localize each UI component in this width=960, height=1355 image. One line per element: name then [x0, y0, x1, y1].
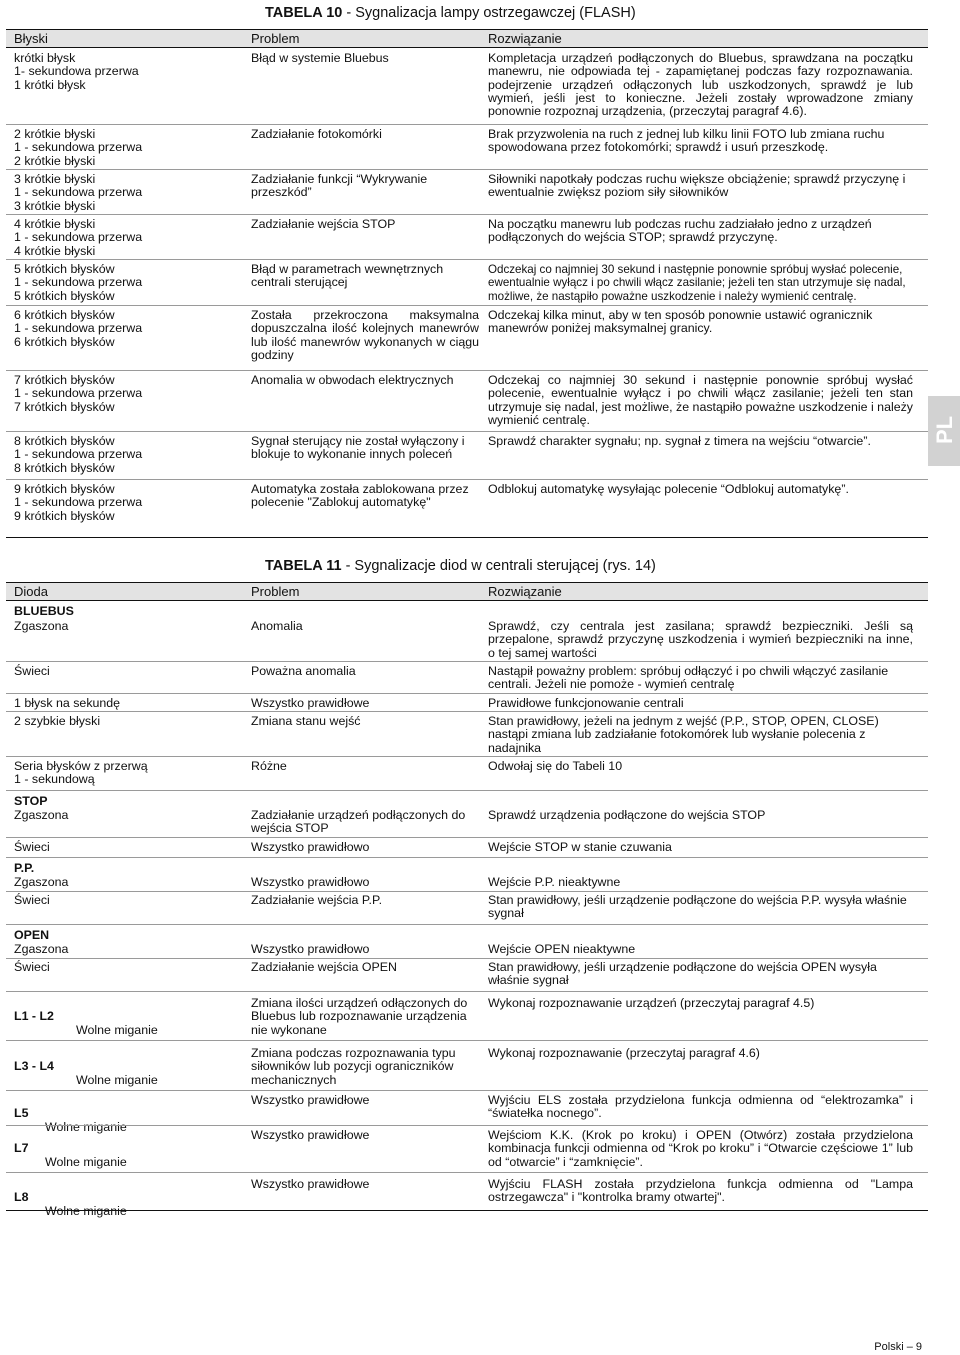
row-divider [6, 711, 928, 712]
t11-solution: Wykonaj rozpoznawanie (przeczytaj paragraf 4.6) [488, 1046, 760, 1060]
led-code: L1 - L2 [14, 1009, 54, 1024]
row-divider [6, 857, 928, 858]
t10-problem: Błąd w parametrach wewnętrznych centrali sterującej [251, 262, 444, 290]
t10-flash: 6 krótkich błysków 1 - sekundowa przerwa 6 krótkich błysków [14, 308, 143, 349]
t11-solution: Odwołaj się do Tabeli 10 [488, 759, 623, 773]
t10-solution: Sprawdź charakter sygnału; np. sygnał z timera na wejściu “otwarcie”. [488, 434, 871, 448]
t11-led [14, 1094, 244, 1134]
t11-led: Seria błysków z przerwą 1 - sekundową [14, 759, 148, 787]
t11-solution: Wykonaj rozpoznawanie urządzeń (przeczytaj paragraf 4.5) [488, 996, 815, 1010]
table11-bottom-rule [6, 1210, 928, 1211]
t11-solution: Stan prawidłowy, jeżeli na jednym z wejść (P.P., STOP, OPEN, CLOSE) nastąpi zmiana lub zadziałanie fotokomórek lub wysłanie polecenia z nadajnika [488, 714, 879, 755]
header-problem: Problem [251, 31, 300, 46]
row-divider [6, 305, 928, 306]
row-divider [6, 958, 928, 959]
t11-led: Zgaszona [14, 808, 69, 822]
t10-solution: Odblokuj automatykę wysyłając polecenie “Odblokuj automatykę”. [488, 482, 849, 496]
t10-solution: Odczekaj kilka minut, aby w ten sposób ponownie ustawić ogranicznik manewrów poniżej maksymalnej granicy. [488, 308, 873, 336]
t11-solution: Wejście OPEN nieaktywne [488, 942, 636, 956]
t11-led: Zgaszona [14, 875, 69, 889]
header-problem: Problem [251, 584, 300, 599]
t11-problem: Zadziałanie wejścia OPEN [251, 960, 397, 974]
header-solution: Rozwiązanie [488, 584, 562, 599]
row-divider [6, 479, 928, 480]
table10-header [6, 29, 928, 48]
t11-solution: Wejściom K.K. (Krok po kroku) i OPEN (Otwórz) została przydzielona kombinacja funkcji odmienna od “Krok po kroku” i “Otwarcie częściowe 1” lub od “otwarcie” i “zamknięcie”. [488, 1128, 913, 1169]
t10-problem: Została przekroczona maksymalna dopuszczalna ilość kolejnych manewrów lub ilość manewrów wykonanych w ciągu godziny [251, 308, 479, 362]
row-divider [6, 891, 928, 892]
led-state: Wolne miganie [45, 1203, 127, 1218]
t11-led [14, 997, 244, 1037]
t10-problem: Zadziałanie fotokomórki [251, 127, 382, 141]
t11-solution: Wyjściu FLASH została przydzielona funkcja odmienna od "Lampa ostrzegawcza" i "kontrolka bramy otwartej". [488, 1177, 913, 1205]
t11-led: Zgaszona [14, 619, 69, 633]
led-code: L5 [14, 1106, 29, 1121]
t11-solution: Sprawdź urządzenia podłączone do wejścia STOP [488, 808, 766, 822]
header-flash: Błyski [14, 31, 48, 46]
led-state: Wolne miganie [76, 1072, 158, 1087]
row-divider [6, 1040, 928, 1041]
row-divider [6, 169, 928, 170]
row-divider [6, 991, 928, 992]
header-led: Dioda [14, 584, 48, 599]
t10-solution: Odczekaj co najmniej 30 sekund i następnie ponownie spróbuj wysłać polecenie, ewentualnie wyłącz i po chwili włącz zasilanie; jeżeli ten stan utrzymuje się nadal, jest możliwe, że nastąpiło poważne uszkodzenie i należy wymienić centralę. [488, 373, 913, 427]
t10-flash: 8 krótkich błysków 1 - sekundowa przerwa 8 krótkich błysków [14, 434, 143, 475]
t11-problem: Zadziałanie urządzeń podłączonych do wejścia STOP [251, 808, 466, 836]
t10-problem: Sygnał sterujący nie został wyłączony i blokuje to wykonanie innych poleceń [251, 434, 465, 462]
language-tab: PL [928, 396, 960, 466]
led-group-label: P.P. [14, 861, 35, 875]
led-state: Wolne miganie [76, 1022, 158, 1037]
t11-problem: Wszystko prawidłowe [251, 1177, 370, 1191]
t11-solution: Stan prawidłowy, jeśli urządzenie podłączone do wejścia P.P. wysyła właśnie sygnał [488, 893, 907, 921]
t11-led: Świeci [14, 960, 50, 974]
led-state: Wolne miganie [45, 1154, 127, 1169]
t11-led: Zgaszona [14, 942, 69, 956]
t10-solution: Odczekaj co najmniej 30 sekund i następnie ponownie spróbuj wysłać polecenie, ewentualnie wyłącz i po chwili włącz zasilanie; jeżeli ten stan utrzymuje się nadal, możliwe, że nastąpiło poważne uszkodzenie i należy wymienić centralę. [488, 263, 906, 303]
t11-led: Świeci [14, 840, 50, 854]
row-divider [6, 1125, 928, 1126]
t11-problem: Anomalia [251, 619, 303, 633]
t11-led: 2 szybkie błyski [14, 714, 101, 728]
t10-problem: Automatyka została zablokowana przez polecenie "Zablokuj automatykę" [251, 482, 469, 510]
row-divider [6, 431, 928, 432]
t11-solution: Sprawdź, czy centrala jest zasilana; sprawdź bezpieczniki. Jeśli są przepalone, sprawdź przyczynę uszkodzenia i wymień bezpieczniki na inne, o tej samej wartości [488, 619, 913, 660]
t11-solution: Prawidłowe funkcjonowanie centrali [488, 696, 684, 710]
row-divider [6, 837, 928, 838]
t11-problem: Zmiana ilości urządzeń odłączonych do Bluebus lub rozpoznawanie urządzenia nie wykonane [251, 996, 468, 1037]
row-divider [6, 1172, 928, 1173]
t11-solution: Stan prawidłowy, jeśli urządzenie podłączone do wejścia OPEN wysyła właśnie sygnał [488, 960, 877, 988]
t10-flash: 3 krótkie błyski 1 - sekundowa przerwa 3 krótkie błyski [14, 172, 143, 213]
t11-problem: Wszystko prawidłowe [251, 1093, 370, 1107]
t11-problem: Wszystko prawidłowo [251, 875, 370, 889]
row-divider [6, 214, 928, 215]
t11-led: 1 błysk na sekundę [14, 696, 121, 710]
t11-solution: Wyjściu ELS została przydzielona funkcja odmienna od “elektrozamka” i “światełka nocnego”. [488, 1093, 913, 1121]
t10-problem: Anomalia w obwodach elektrycznych [251, 373, 454, 387]
row-divider [6, 124, 928, 125]
t11-problem: Wszystko prawidłowe [251, 1128, 370, 1142]
table10-bottom-rule [6, 537, 928, 538]
t10-flash: krótki błysk 1- sekundowa przerwa 1 krótki błysk [14, 51, 139, 92]
row-divider [6, 756, 928, 757]
led-group-label: OPEN [14, 928, 50, 942]
t10-solution: Kompletacja urządzeń podłączonych do Bluebus, sprawdzana na początku manewru, nie odpowiada tej - zapamiętanej podczas fazy rozpoznawania. podejrzenie urządzeń odłączonych lub uszkodzonych, sprawdź je lub wymień, jeśli jest to konieczne. Jeżeli zostały wprowadzone zmiany ponownie rozpoznaj urządzenia, (przeczytaj paragraf 4.6). [488, 51, 913, 119]
t11-problem: Zmiana podczas rozpoznawania typu siłowników lub pozycji ograniczników mechanicznych [251, 1046, 456, 1087]
t11-solution: Nastąpił poważny problem: spróbuj odłączyć i po chwili włączyć zasilanie centrali. Jeżeli nie pomoże - wymień centralę [488, 664, 889, 692]
row-divider [6, 693, 928, 694]
t10-flash: 7 krótkich błysków 1 - sekundowa przerwa 7 krótkich błysków [14, 373, 143, 414]
row-divider [6, 790, 928, 791]
row-divider [6, 370, 928, 371]
table11-title: TABELA 11 - Sygnalizacje diod w centrali sterującej (rys. 14) [265, 558, 656, 574]
led-group-label: BLUEBUS [14, 604, 74, 618]
table11-header [6, 582, 928, 601]
t10-flash: 9 krótkich błysków 1 - sekundowa przerwa 9 krótkich błysków [14, 482, 143, 523]
t11-problem: Różne [251, 759, 287, 773]
t10-problem: Zadziałanie funkcji “Wykrywanie przeszkód” [251, 172, 428, 200]
led-code: L7 [14, 1141, 29, 1156]
t10-flash: 4 krótkie błyski 1 - sekundowa przerwa 4 krótkie błyski [14, 217, 143, 258]
t11-solution: Wejście STOP w stanie czuwania [488, 840, 672, 854]
t10-solution: Siłowniki napotkały podczas ruchu większe obciążenie; sprawdź przyczynę i ewentualnie zwiększ poziom siły siłowników [488, 172, 906, 200]
led-code: L8 [14, 1190, 29, 1205]
led-group-label: STOP [14, 794, 48, 808]
led-code: L3 - L4 [14, 1059, 54, 1074]
header-solution: Rozwiązanie [488, 31, 562, 46]
t10-flash: 5 krótkich błysków 1 - sekundowa przerwa 5 krótkich błysków [14, 262, 143, 303]
t10-solution: Brak przyzwolenia na ruch z jednej lub kilku linii FOTO lub zmiana ruchu spowodowana przez fotokomórki; sprawdź i usuń przeszkodę. [488, 127, 885, 155]
t11-led [14, 1178, 244, 1218]
row-divider [6, 1090, 928, 1091]
t11-problem: Zmiana stanu wejść [251, 714, 361, 728]
page-footer: Polski – 9 [874, 1341, 922, 1353]
t10-problem: Zadziałanie wejścia STOP [251, 217, 396, 231]
t10-problem: Błąd w systemie Bluebus [251, 51, 389, 65]
row-divider [6, 924, 928, 925]
t11-led: Świeci [14, 893, 50, 907]
table10-title: TABELA 10 - Sygnalizacja lampy ostrzegawczej (FLASH) [265, 5, 636, 21]
row-divider [6, 259, 928, 260]
t11-problem: Poważna anomalia [251, 664, 356, 678]
row-divider [6, 661, 928, 662]
t11-led [14, 1129, 244, 1169]
t11-problem: Wszystko prawidłowo [251, 942, 370, 956]
t11-led [14, 1047, 244, 1087]
t11-led: Świeci [14, 664, 50, 678]
t10-flash: 2 krótkie błyski 1 - sekundowa przerwa 2 krótkie błyski [14, 127, 143, 168]
t11-problem: Wszystko prawidłowe [251, 696, 370, 710]
t11-problem: Wszystko prawidłowo [251, 840, 370, 854]
led-state: Wolne miganie [45, 1119, 127, 1134]
t11-solution: Wejście P.P. nieaktywne [488, 875, 621, 889]
t10-solution: Na początku manewru lub podczas ruchu zadziałało jedno z urządzeń podłączonych do wejścia STOP; sprawdź przyczynę. [488, 217, 872, 245]
t11-problem: Zadziałanie wejścia P.P. [251, 893, 383, 907]
